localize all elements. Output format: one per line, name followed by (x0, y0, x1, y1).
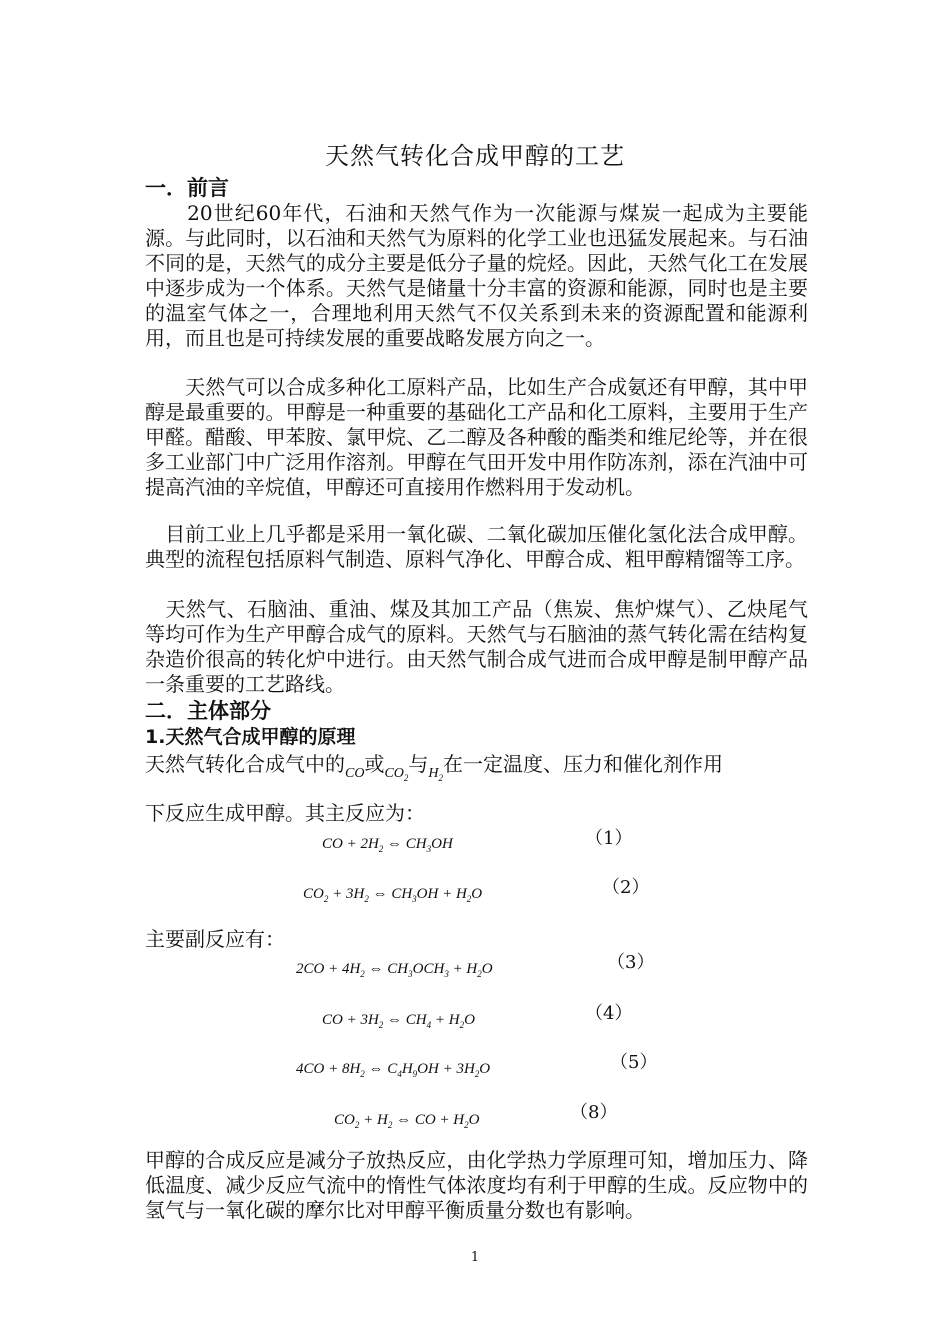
paragraph-4: 天然气、石脑油、重油、煤及其加工产品（焦炭、焦炉煤气）、乙炔尾气等均可作为生产甲醇合成气的原料。天然气与石脑油的蒸气转化需在结构复杂造价很高的转化炉中进行。由天然气制合成气进而合成甲醇是制甲醇产品一条重要的工艺路线。 (145, 597, 808, 696)
equation-2-number: （2） (602, 877, 650, 898)
chem-co2: CO2 (384, 766, 409, 783)
equation-8: $CO_2 + H_2$ ⇔ CO + $H_2O$ (334, 1112, 480, 1130)
chem-co: CO (345, 766, 365, 781)
equation-8-number: （8） (570, 1102, 618, 1123)
intro-or: 或 (364, 752, 385, 776)
intro-and: 与 (408, 752, 429, 776)
section-heading-intro: 一．前言 (145, 176, 229, 200)
page-number: 1 (470, 1250, 480, 1265)
document-title: 天然气转化合成甲醇的工艺 (325, 142, 625, 170)
paragraph-1: 20世纪60年代，石油和天然气作为一次能源与煤炭一起成为主要能源。与此同时，以石油和天然气为原料的化学工业也迅猛发展起来。与石油不同的是，天然气的成分主要是低分子量的烷烃。因此，天然气化工在发展中逐步成为一个体系。天然气是储量十分丰富的资源和能源，同时也是主要的温室气体之一，合理地利用天然气不仅关系到未来的资源配置和能源利用，而且也是可持续发展的重要战略发展方向之一。 (145, 201, 808, 350)
chem-h2: H2 (428, 766, 444, 783)
paragraph-3: 目前工业上几乎都是采用一氧化碳、二氧化碳加压催化氢化法合成甲醇。典型的流程包括原料气制造、原料气净化、甲醇合成、粗甲醇精馏等工序。 (145, 522, 808, 571)
equation-3-number: （3） (607, 952, 655, 973)
equation-3: $2CO + 4H_2$ ⇔ $CH_3OCH_3 + H_2O$ (296, 961, 493, 979)
equation-1-number: （1） (585, 828, 633, 849)
section-heading-main: 二．主体部分 (145, 699, 271, 723)
intro-text-b: 在一定温度、压力和催化剂作用 (443, 752, 724, 776)
subsection-heading-principle: 1.天然气合成甲醇的原理 (145, 726, 356, 748)
equation-4-number: （4） (585, 1003, 633, 1024)
paragraph-2: 天然气可以合成多种化工原料产品，比如生产合成氨还有甲醇，其中甲醇是最重要的。甲醇是一种重要的基础化工产品和化工原料，主要用于生产甲醛。醋酸、甲苯胺、氯甲烷、乙二醇及各种酸的酯类和维尼纶等，并在很多工业部门中广泛用作溶剂。甲醇在气田开发中用作防冻剂，添在汽油中可提高汽油的辛烷值，甲醇还可直接用作燃料用于发动机。 (145, 375, 808, 499)
equation-5: $4CO + 8H_2$ ⇔ $C_4H_9OH + 3H_2O$ (296, 1061, 491, 1079)
equation-5-number: （5） (610, 1052, 658, 1073)
paragraph-closing: 甲醇的合成反应是减分子放热反应，由化学热力学原理可知，增加压力、降低温度、减少反应气流中的惰性气体浓度均有利于甲醇的生成。反应物中的氢气与一氧化碳的摩尔比对甲醇平衡质量分数也有影响。 (145, 1148, 808, 1222)
principle-intro-line (145, 748, 724, 783)
equation-1: CO + $2H_2$ ⇔ $CH_3OH$ (322, 836, 453, 854)
equation-2: $CO_2 + 3H_2$ ⇔ $CH_3OH + H_2O$ (303, 886, 483, 904)
side-reactions-label: 主要副反应有： (145, 927, 285, 951)
principle-intro-line-2: 下反应生成甲醇。其主反应为： (145, 801, 425, 825)
equation-4: CO + $3H_2$ ⇔ $CH_4 + H_2O$ (322, 1012, 475, 1030)
intro-text-a: 天然气转化合成气中的 (145, 752, 345, 776)
